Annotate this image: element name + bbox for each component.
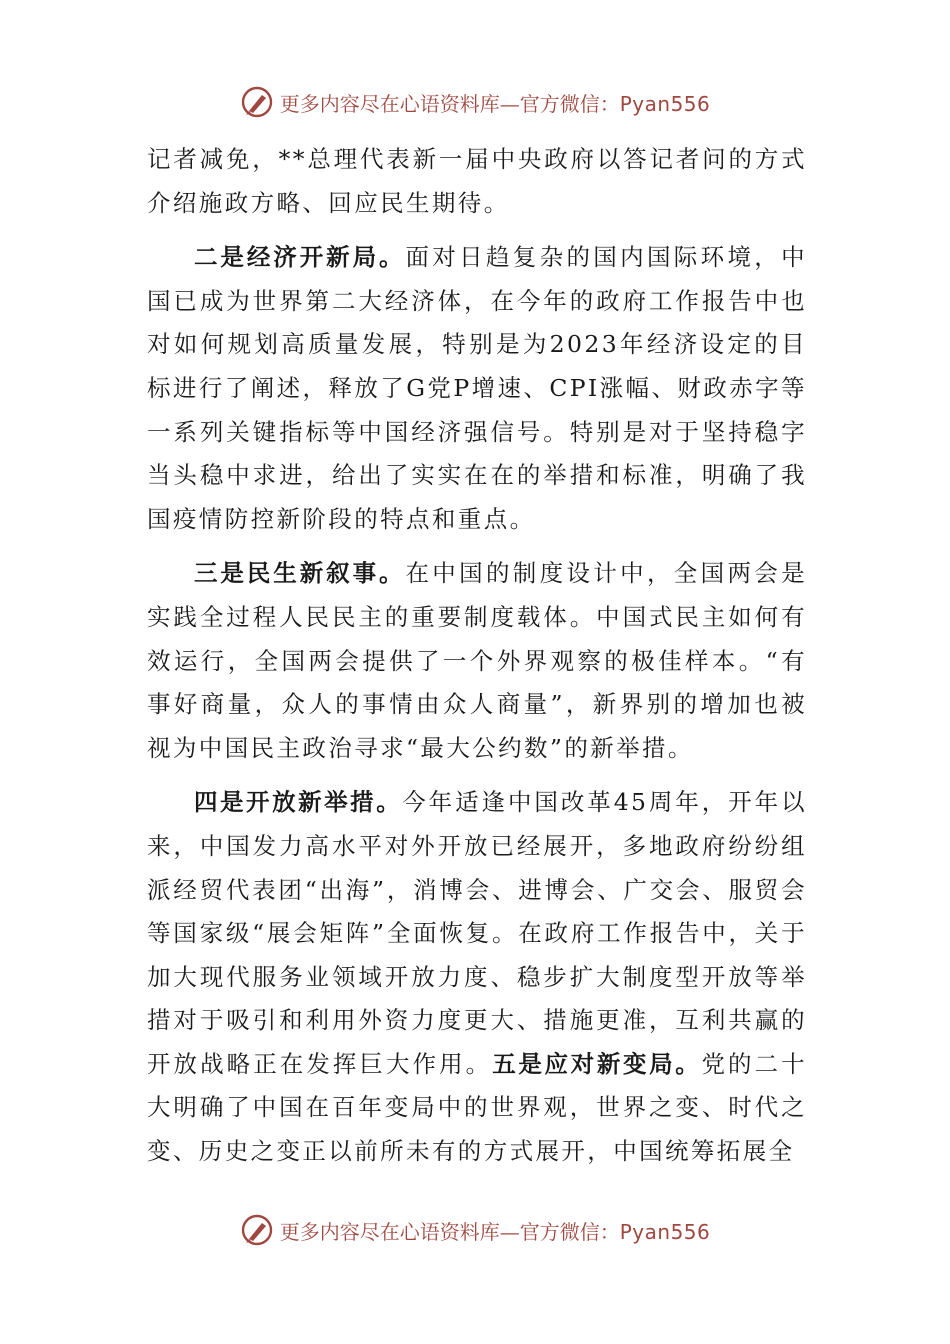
paragraph-heading: 五是应对新变局。 — [492, 1049, 702, 1078]
pen-nib-icon — [240, 1213, 274, 1247]
footer-watermark — [0, 1210, 950, 1250]
paragraph-livelihood: 三是民生新叙事。在中国的制度设计中，全国两会是实践全过程人民民主的重要制度载体。中国式民主如何有效运行，全国两会提供了一个外界观察的极佳样本。“有事好商量，众人的事情由众人商量”，新界别的增加也被视为中国民主政治寻求“最大公约数”的新举措。 — [147, 559, 808, 762]
paragraph-intro-continuation: 记者减免，**总理代表新一届中央政府以答记者问的方式介绍施政方略、回应民生期待。 — [147, 145, 807, 217]
paragraph-heading: 四是开放新举措。 — [194, 788, 403, 817]
watermark-text: 更多内容尽在心语资料库—官方微信：Pyan556 — [279, 1219, 711, 1244]
pen-nib-icon — [240, 85, 274, 119]
paragraph-heading: 二是经济开新局。 — [194, 243, 406, 272]
paragraph-heading: 三是民生新叙事。 — [194, 559, 406, 588]
paragraph-opening: 四是开放新举措。今年适逢中国改革45周年，开年以来，中国发力高水平对外开放已经展开，多地政府纷纷组派经贸代表团“出海”，消博会、进博会、广交会、服贸会等国家级“展会矩阵”全面恢复。在政府工作报告中，关于加大现代服务业领域开放力度、稳步扩大制度型开放等举措对于吸引和利用外资力度更大、措施更准，互利共赢的开放战略正在发挥巨大作用。五是应对新变局。党的二十大明确了中国在百年变局中的世界观，世界之变、时代之变、历史之变正以前所未有的方式展开，中国统筹拓展全 — [147, 788, 807, 1166]
header-watermark — [0, 82, 950, 122]
document-body — [147, 138, 807, 1174]
paragraph-economy: 二是经济开新局。面对日趋复杂的国内国际环境，中国已成为世界第二大经济体，在今年的政府工作报告中也对如何规划高质量发展，特别是为2023年经济设定的目标进行了阐述，释放了G党P增速、CPI涨幅、财政赤字等一系列关键指标等中国经济强信号。特别是对于坚持稳字当头稳中求进，给出了实实在在的举措和标准，明确了我国疫情防控新阶段的特点和重点。 — [147, 243, 808, 533]
watermark-text: 更多内容尽在心语资料库—官方微信：Pyan556 — [279, 91, 711, 116]
